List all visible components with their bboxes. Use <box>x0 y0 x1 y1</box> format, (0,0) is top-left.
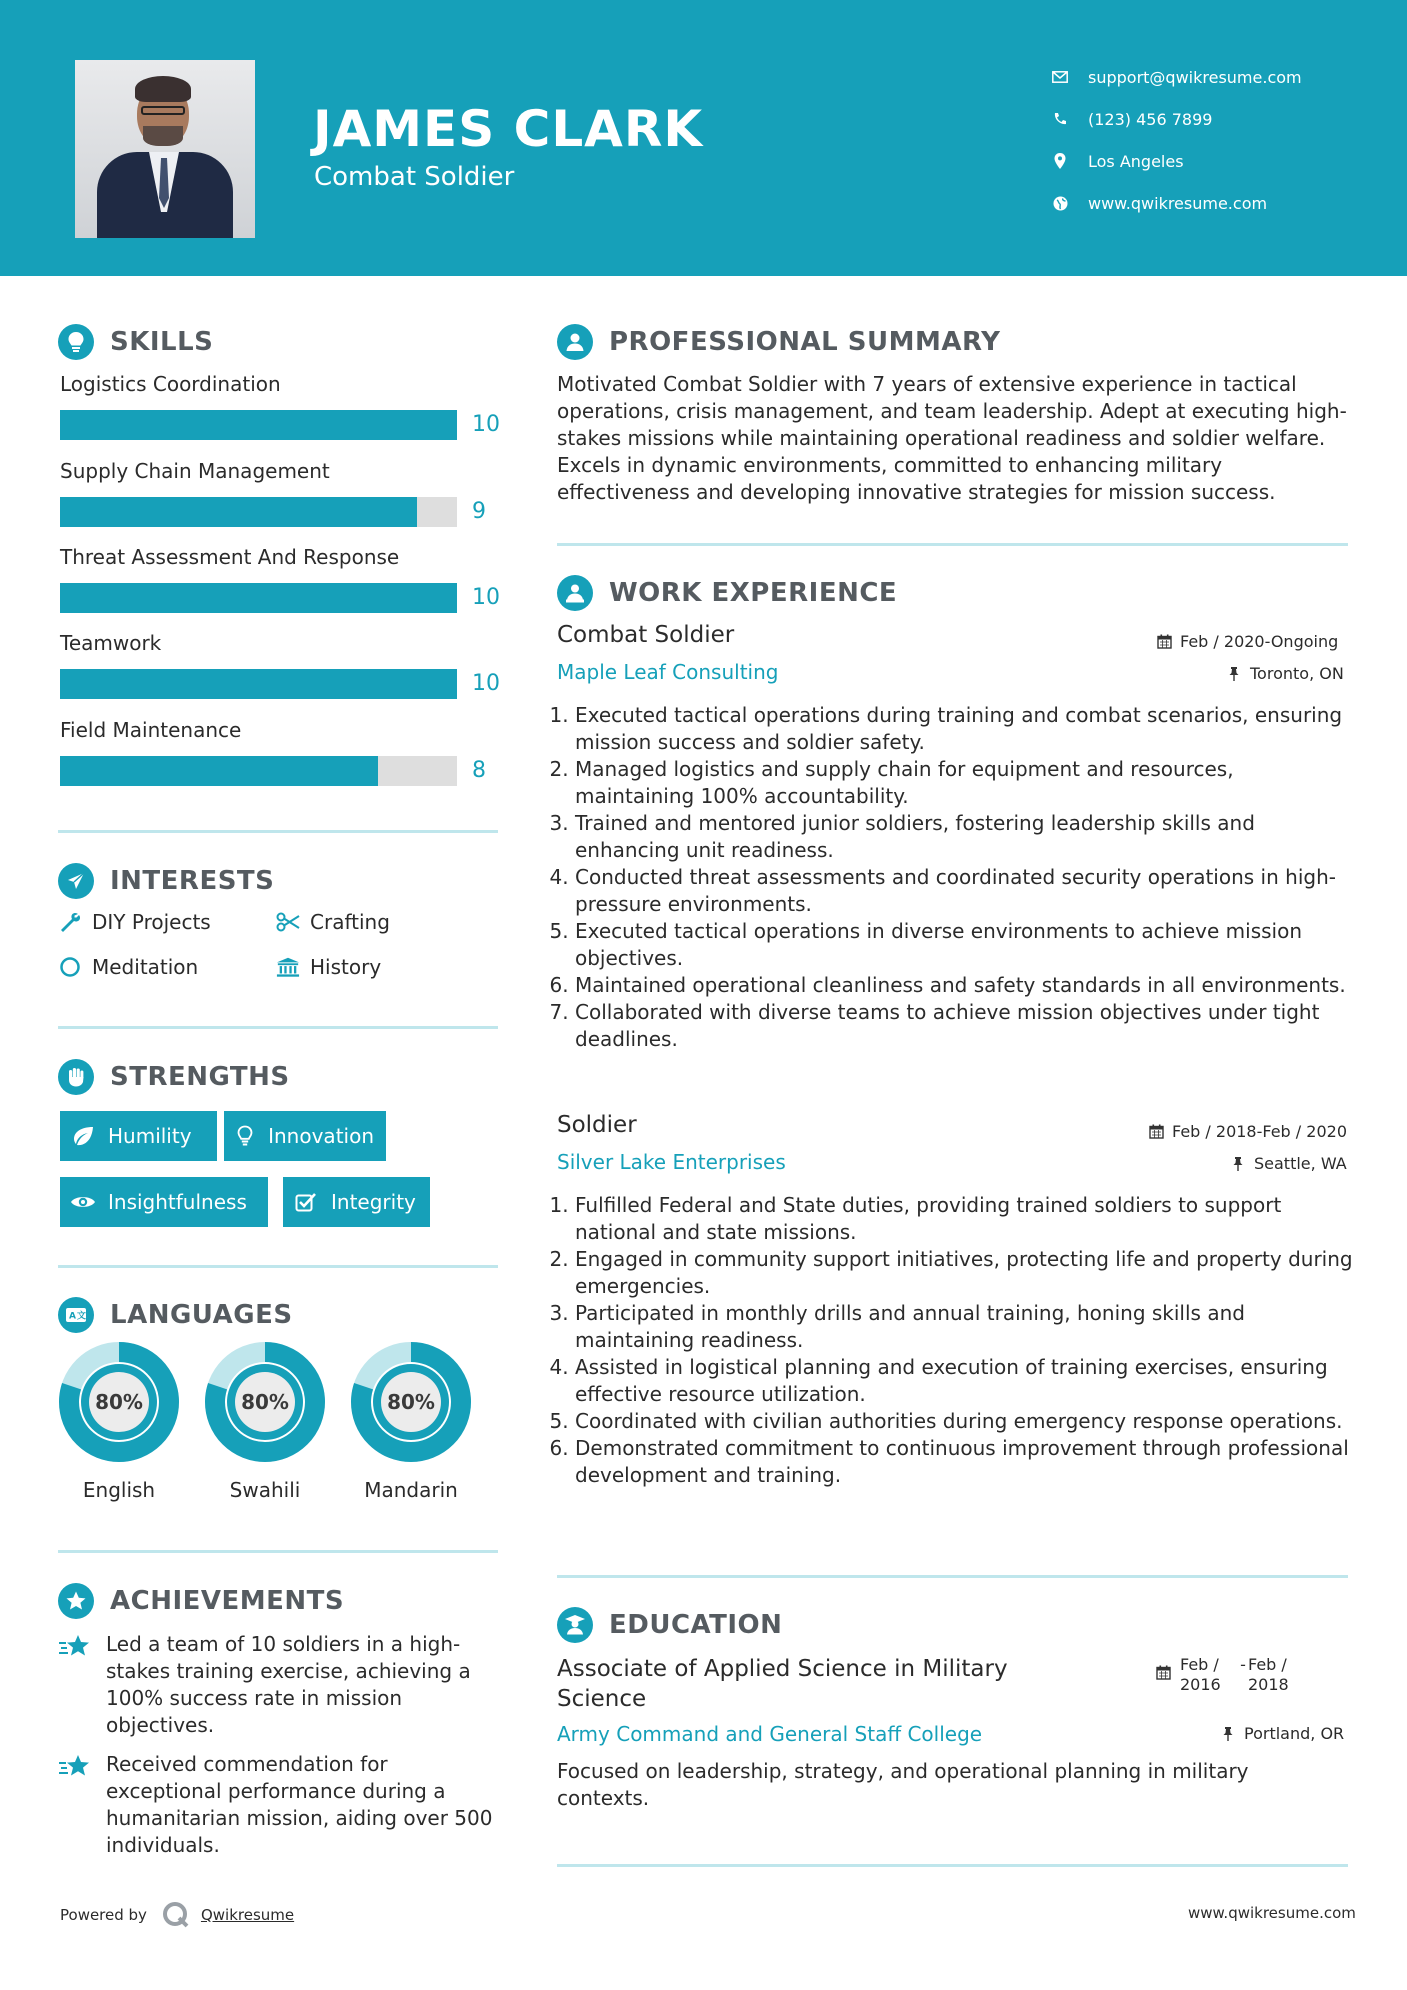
school-name: Army Command and General Staff College <box>557 1722 983 1746</box>
pushpin-icon <box>1230 1156 1246 1172</box>
interest-label: Crafting <box>310 910 390 934</box>
duty-item: 7. Collaborated with diverse teams to achieve mission objectives under tight deadlines. <box>575 999 1353 1053</box>
experience-heading <box>557 575 897 611</box>
checkbox-icon <box>293 1191 319 1213</box>
strength-label: Insightfulness <box>108 1190 247 1214</box>
strengths-heading <box>58 1059 290 1095</box>
skill-item <box>60 718 500 783</box>
qwikresume-link[interactable]: Qwikresume <box>200 1906 295 1924</box>
education-description: Focused on leadership, strategy, and operational planning in military contexts. <box>557 1759 1249 1810</box>
skill-name: Supply Chain Management <box>60 459 330 483</box>
briefcase-user-icon <box>557 575 593 611</box>
strength-tag <box>60 1111 217 1161</box>
duty-item: 5. Executed tactical operations in diverse environments to achieve mission objectives. <box>575 918 1353 972</box>
lightbulb-icon <box>58 324 94 360</box>
paper-plane-icon <box>58 863 94 899</box>
skill-name: Teamwork <box>60 631 162 655</box>
fist-icon <box>58 1059 94 1095</box>
duty-item: 6. Maintained operational cleanliness and safety standards in all environments. <box>575 972 1353 999</box>
duty-item: 3. Trained and mentored junior soldiers, fostering leadership skills and enhancing unit readiness. <box>575 810 1353 864</box>
language-percent: 80% <box>241 1390 289 1414</box>
language-icon <box>58 1297 94 1333</box>
language-item <box>46 1340 192 1502</box>
section-divider <box>58 1265 498 1268</box>
skill-bar <box>60 669 457 699</box>
contact-phone-text: (123) 456 7899 <box>1088 109 1213 129</box>
summary-heading <box>557 324 1000 360</box>
achievement-text: Led a team of 10 soldiers in a high-stakes training exercise, achieving a 100% success rate in mission objectives. <box>106 1632 471 1737</box>
contact-email[interactable] <box>1050 56 1302 98</box>
duty-item: 4. Assisted in logistical planning and execution of training exercises, ensuring effective resource utilization. <box>575 1354 1353 1408</box>
languages-heading <box>58 1297 293 1333</box>
duty-item: 1. Fulfilled Federal and State duties, providing trained soldiers to support national and state missions. <box>575 1192 1353 1246</box>
duty-item: 3. Participated in monthly drills and annual training, honing skills and maintaining readiness. <box>575 1300 1353 1354</box>
skill-item <box>60 372 500 437</box>
powered-by <box>60 1900 294 1930</box>
skill-value: 10 <box>472 585 500 610</box>
eye-icon <box>70 1191 96 1213</box>
qwikresume-logo-icon <box>161 1900 191 1930</box>
education-start-date: Feb / 2016 <box>1180 1655 1221 1694</box>
job-dates-text: Feb / 2020-Ongoing <box>1180 632 1339 651</box>
strength-label: Humility <box>108 1124 192 1148</box>
skills-title: SKILLS <box>110 327 214 357</box>
job-dates-text: Feb / 2018-Feb / 2020 <box>1172 1122 1347 1141</box>
section-divider <box>58 1026 498 1029</box>
pushpin-icon <box>1226 666 1242 682</box>
skill-bar <box>60 756 457 786</box>
strength-tag <box>60 1177 268 1227</box>
summary-title: PROFESSIONAL SUMMARY <box>609 327 1001 357</box>
experience-title: WORK EXPERIENCE <box>609 578 898 608</box>
education-end-date: Feb / 2018 <box>1248 1655 1289 1694</box>
skill-bar-fill <box>60 410 457 440</box>
job-dates <box>1156 632 1338 651</box>
skills-heading <box>58 324 213 360</box>
svg-text:A: A <box>69 1311 76 1322</box>
job-dates <box>1148 1122 1347 1141</box>
duty-item: 4. Conducted threat assessments and coordinated security operations in high-pressure environments. <box>575 864 1353 918</box>
duty-item: 6. Demonstrated commitment to continuous improvement through professional development and training. <box>575 1435 1353 1489</box>
contact-email-text: support@qwikresume.com <box>1088 67 1302 87</box>
resume-header <box>0 0 1407 276</box>
user-icon <box>557 324 593 360</box>
date-separator: - <box>1240 1655 1246 1674</box>
lightbulb-icon <box>234 1125 256 1147</box>
language-percent: 80% <box>95 1390 143 1414</box>
interest-label: DIY Projects <box>92 910 211 934</box>
powered-by-label: Powered by <box>60 1906 147 1924</box>
skill-bar-fill <box>60 756 378 786</box>
calendar-icon <box>1156 634 1172 650</box>
pushpin-icon <box>1220 1726 1236 1742</box>
strength-tag <box>283 1177 430 1227</box>
leaf-icon <box>70 1125 96 1147</box>
achievements-title: ACHIEVEMENTS <box>110 1586 345 1616</box>
interest-item <box>58 910 211 934</box>
job-location-text: Seattle, WA <box>1254 1154 1347 1173</box>
skill-bar-fill <box>60 583 457 613</box>
location-pin-icon <box>1050 151 1070 171</box>
job-location <box>1230 1154 1347 1173</box>
skill-bar-fill <box>60 669 457 699</box>
job-duties <box>557 702 1353 1053</box>
duty-item: 1. Executed tactical operations during training and combat scenarios, ensuring mission success and soldier safety. <box>575 702 1353 756</box>
interest-label: Meditation <box>92 955 199 979</box>
duty-item: 2. Engaged in community support initiatives, protecting life and property during emergencies. <box>575 1246 1353 1300</box>
contact-website-text: www.qwikresume.com <box>1088 193 1268 213</box>
education-heading <box>557 1607 782 1643</box>
skill-item <box>60 545 500 610</box>
candidate-name: JAMES CLARK <box>313 100 704 158</box>
section-divider <box>557 1575 1348 1578</box>
section-divider <box>58 1550 498 1553</box>
skill-name: Logistics Coordination <box>60 372 281 396</box>
svg-text:文: 文 <box>77 1311 87 1322</box>
contact-website[interactable] <box>1050 182 1302 224</box>
interest-label: History <box>310 955 382 979</box>
job-location-text: Toronto, ON <box>1250 664 1344 683</box>
skill-value: 8 <box>472 758 486 783</box>
achievement-item <box>58 1631 498 1739</box>
interests-heading <box>58 863 274 899</box>
duty-item: 5. Coordinated with civilian authorities during emergency response operations. <box>575 1408 1353 1435</box>
mail-icon <box>1050 67 1070 87</box>
language-name: English <box>82 1478 156 1502</box>
job-title: Combat Soldier <box>557 622 735 648</box>
education-location <box>1220 1724 1344 1743</box>
section-divider <box>557 543 1348 546</box>
section-divider <box>557 1864 1348 1867</box>
summary-text: Motivated Combat Soldier with 7 years of extensive experience in tactical operations, crisis management, and team leadership. Adept at executing high-stakes missions while maintaining operational readiness and soldier welfare. Excels in dynamic environments, committed to enhancing military effectiveness and developing innovative strategies for mission success. <box>557 372 1347 504</box>
strength-label: Integrity <box>331 1190 416 1214</box>
contact-list <box>1050 56 1302 224</box>
star-icon <box>58 1633 92 1663</box>
skill-value: 10 <box>472 671 500 696</box>
job-company: Silver Lake Enterprises <box>557 1150 786 1174</box>
achievement-item <box>58 1751 498 1859</box>
phone-icon <box>1050 109 1070 129</box>
profile-photo <box>75 60 255 238</box>
language-name: Mandarin <box>364 1478 458 1502</box>
skill-name: Field Maintenance <box>60 718 242 742</box>
star-icon <box>58 1753 92 1783</box>
interest-item <box>276 955 381 979</box>
candidate-role: Combat Soldier <box>314 162 515 192</box>
skill-name: Threat Assessment And Response <box>60 545 400 569</box>
education-location-text: Portland, OR <box>1244 1724 1345 1743</box>
strength-tag <box>224 1111 386 1161</box>
achievements-heading <box>58 1583 344 1619</box>
interests-title: INTERESTS <box>110 866 275 896</box>
museum-icon <box>276 955 300 979</box>
strengths-title: STRENGTHS <box>110 1062 290 1092</box>
calendar-icon <box>1156 1665 1172 1681</box>
skill-bar <box>60 410 457 440</box>
skill-bar <box>60 583 457 613</box>
skill-value: 10 <box>472 412 500 437</box>
interest-item <box>58 955 198 979</box>
circle-icon <box>58 955 82 979</box>
language-item <box>338 1340 484 1502</box>
globe-icon <box>1050 193 1070 213</box>
strength-label: Innovation <box>268 1124 374 1148</box>
duty-item: 2. Managed logistics and supply chain for equipment and resources, maintaining 100% accountability. <box>575 756 1353 810</box>
contact-location <box>1050 140 1302 182</box>
job-location <box>1226 664 1344 683</box>
skill-item <box>60 631 500 696</box>
job-title: Soldier <box>557 1112 637 1138</box>
skill-item <box>60 459 500 524</box>
skill-bar <box>60 497 457 527</box>
languages-title: LANGUAGES <box>110 1300 293 1330</box>
language-item <box>192 1340 338 1502</box>
footer-url[interactable]: www.qwikresume.com <box>1188 1904 1356 1922</box>
language-percent: 80% <box>387 1390 435 1414</box>
education-title: EDUCATION <box>609 1610 783 1640</box>
job-company: Maple Leaf Consulting <box>557 660 779 684</box>
graduate-icon <box>557 1607 593 1643</box>
section-divider <box>58 830 498 833</box>
achievement-text: Received commendation for exceptional performance during a humanitarian mission, aiding over 500 individuals. <box>106 1752 493 1857</box>
wrench-icon <box>58 910 82 934</box>
language-name: Swahili <box>229 1478 301 1502</box>
contact-location-text: Los Angeles <box>1088 151 1184 171</box>
calendar-icon <box>1148 1124 1164 1140</box>
job-duties <box>557 1192 1353 1489</box>
skill-bar-fill <box>60 497 417 527</box>
star-icon <box>58 1583 94 1619</box>
scissors-icon <box>276 910 300 934</box>
degree-title: Associate of Applied Science in Military Science <box>557 1656 1008 1712</box>
interest-item <box>276 910 390 934</box>
contact-phone[interactable] <box>1050 98 1302 140</box>
skill-value: 9 <box>472 499 486 524</box>
education-dates <box>1156 1655 1300 1695</box>
